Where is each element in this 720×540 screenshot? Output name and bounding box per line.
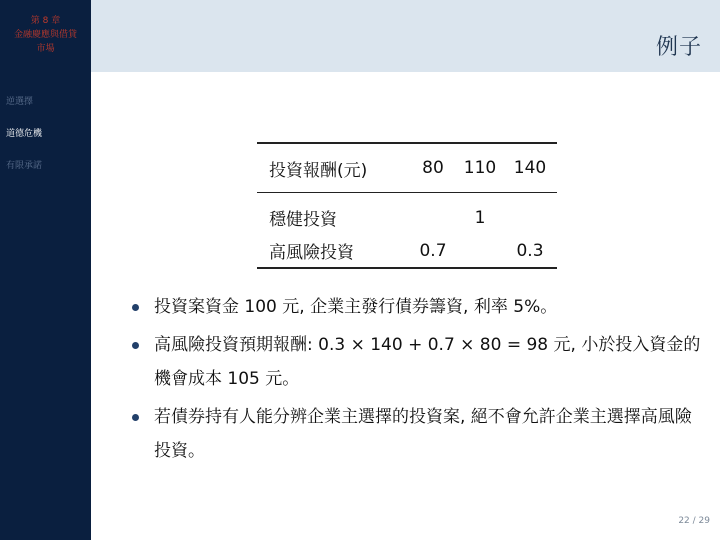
- bullet-list: [128, 290, 708, 472]
- chapter-number: 第 8 章: [30, 16, 61, 26]
- bullet-item: 高風險投資預期報酬: 0.3 × 140 + 0.7 × 80 = 98 元, 小於投入資金的機會成本 105 元。: [128, 328, 708, 396]
- table-header-value: 80: [409, 143, 457, 193]
- table-cell: 0.3: [503, 234, 557, 268]
- table-cell: [409, 201, 457, 234]
- nav-item-adverse-selection[interactable]: 逆選擇: [6, 97, 34, 107]
- row-label: 穩健投資: [269, 210, 337, 230]
- nav-item-moral-hazard[interactable]: 道德危機: [6, 129, 43, 139]
- row-label: 高風險投資: [257, 234, 409, 268]
- table-cell: 1: [474, 207, 486, 228]
- chapter-heading: [0, 14, 91, 56]
- nav-item-limited-commitment[interactable]: 有限承諾: [6, 161, 43, 171]
- table-row: [257, 234, 557, 268]
- frame-title: 例子: [655, 35, 702, 60]
- chapter-title-line-1: 金融慶應與借貸: [13, 30, 77, 40]
- table-header-value: 110: [457, 143, 503, 193]
- bullet-item: 投資案資金 100 元, 企業主發行債券籌資, 利率 5%。: [128, 290, 708, 324]
- table-cell: 0.7: [409, 234, 457, 268]
- sidebar: [0, 0, 91, 540]
- table-row: [257, 201, 557, 234]
- payoff-table: [257, 142, 557, 269]
- page-number: 22 / 29: [678, 516, 710, 526]
- table-header-label: 投資報酬(元): [257, 143, 409, 193]
- chapter-title-line-2: 市場: [36, 44, 55, 54]
- table-header-value: 140: [503, 143, 557, 193]
- bullet-item: 若債券持有人能分辨企業主選擇的投資案, 絕不會允許企業主選擇高風險投資。: [128, 400, 708, 468]
- table-header-row: [257, 143, 557, 193]
- table-cell: [503, 201, 557, 234]
- frame-header: [91, 0, 720, 72]
- table-cell: [457, 234, 503, 268]
- table-spacer: [257, 193, 557, 202]
- section-nav: [6, 96, 90, 192]
